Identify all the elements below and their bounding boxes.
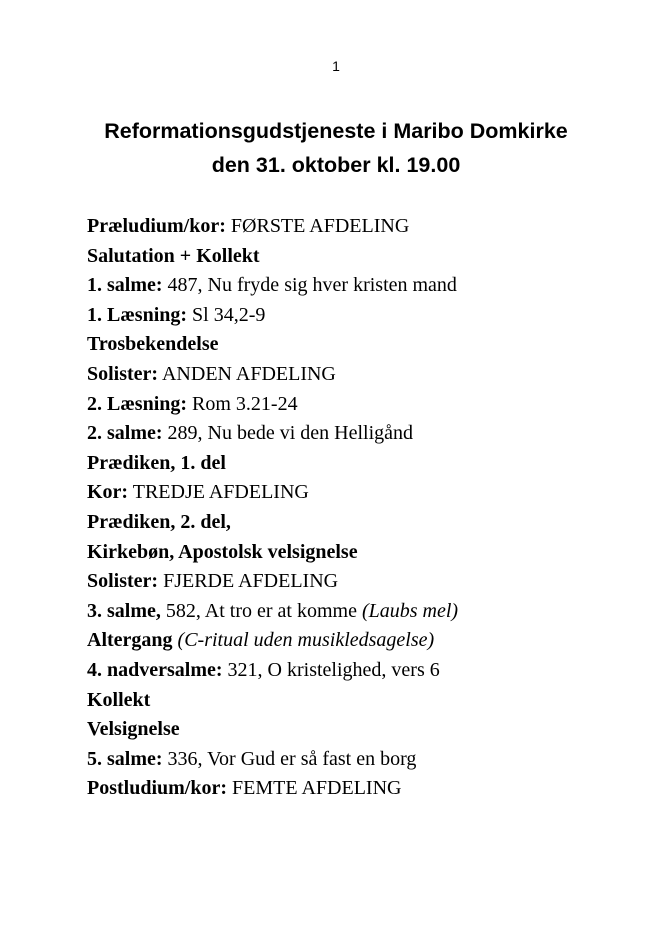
item-note: (Laubs mel) xyxy=(361,599,459,622)
service-item xyxy=(87,745,647,775)
item-label: Prædiken, 2. del, xyxy=(87,510,231,533)
item-text: FJERDE AFDELING xyxy=(158,570,339,593)
item-label: Kirkebøn, Apostolsk velsignelse xyxy=(87,540,358,563)
item-text: Rom 3.21-24 xyxy=(187,392,298,415)
document-title xyxy=(0,114,672,182)
service-item xyxy=(87,626,647,656)
item-label: Salutation + Kollekt xyxy=(87,244,260,267)
service-item xyxy=(87,330,647,360)
service-item xyxy=(87,301,647,331)
item-label: Postludium/kor: xyxy=(87,777,228,800)
item-note: (C-ritual uden musikledsagelse) xyxy=(177,629,435,652)
service-item xyxy=(87,478,647,508)
service-item xyxy=(87,567,647,597)
item-label: 2. Læsning: xyxy=(87,392,188,415)
item-text: 336, Vor Gud er så fast en borg xyxy=(162,747,417,770)
service-item xyxy=(87,360,647,390)
item-text: FEMTE AFDELING xyxy=(227,777,402,800)
item-label: Kollekt xyxy=(87,688,151,711)
item-label: Kor: xyxy=(87,481,129,504)
item-label: 4. nadversalme: xyxy=(87,658,223,681)
item-label: Trosbekendelse xyxy=(87,333,219,356)
item-text: TREDJE AFDELING xyxy=(128,481,309,504)
item-label: Prædiken, 1. del xyxy=(87,451,226,474)
item-label: Velsignelse xyxy=(87,718,180,741)
service-item xyxy=(87,419,647,449)
service-item xyxy=(87,508,647,538)
item-label: Solister: xyxy=(87,362,159,385)
item-text: 289, Nu bede vi den Helligånd xyxy=(162,422,414,445)
item-text: Sl 34,2-9 xyxy=(187,303,266,326)
item-label: 5. salme: xyxy=(87,747,163,770)
service-item xyxy=(87,715,647,745)
item-label: 1. salme: xyxy=(87,274,163,297)
service-item xyxy=(87,449,647,479)
service-item xyxy=(87,774,647,804)
service-item xyxy=(87,538,647,568)
service-item xyxy=(87,212,647,242)
item-label: 3. salme, xyxy=(87,599,161,622)
service-item xyxy=(87,597,647,627)
page-number: 1 xyxy=(332,58,340,74)
service-item xyxy=(87,390,647,420)
service-item xyxy=(87,242,647,272)
service-item xyxy=(87,686,647,716)
item-text: 582, At tro er at komme xyxy=(160,599,362,622)
item-text: ANDEN AFDELING xyxy=(158,362,336,385)
item-label: 1. Læsning: xyxy=(87,303,188,326)
title-line: Reformationsgudstjeneste i Maribo Domkirke xyxy=(104,119,568,143)
service-item xyxy=(87,656,647,686)
item-label: 2. salme: xyxy=(87,422,163,445)
item-text: 321, O kristelighed, vers 6 xyxy=(222,658,440,681)
order-of-service xyxy=(87,212,647,804)
item-label: Præludium/kor: xyxy=(87,215,226,237)
item-label: Solister: xyxy=(87,570,159,593)
item-text: FØRSTE AFDELING xyxy=(225,215,410,237)
title-line: den 31. oktober kl. 19.00 xyxy=(211,153,461,177)
item-label: Altergang xyxy=(87,629,173,652)
item-text: 487, Nu fryde sig hver kristen mand xyxy=(162,274,457,297)
service-item xyxy=(87,271,647,301)
